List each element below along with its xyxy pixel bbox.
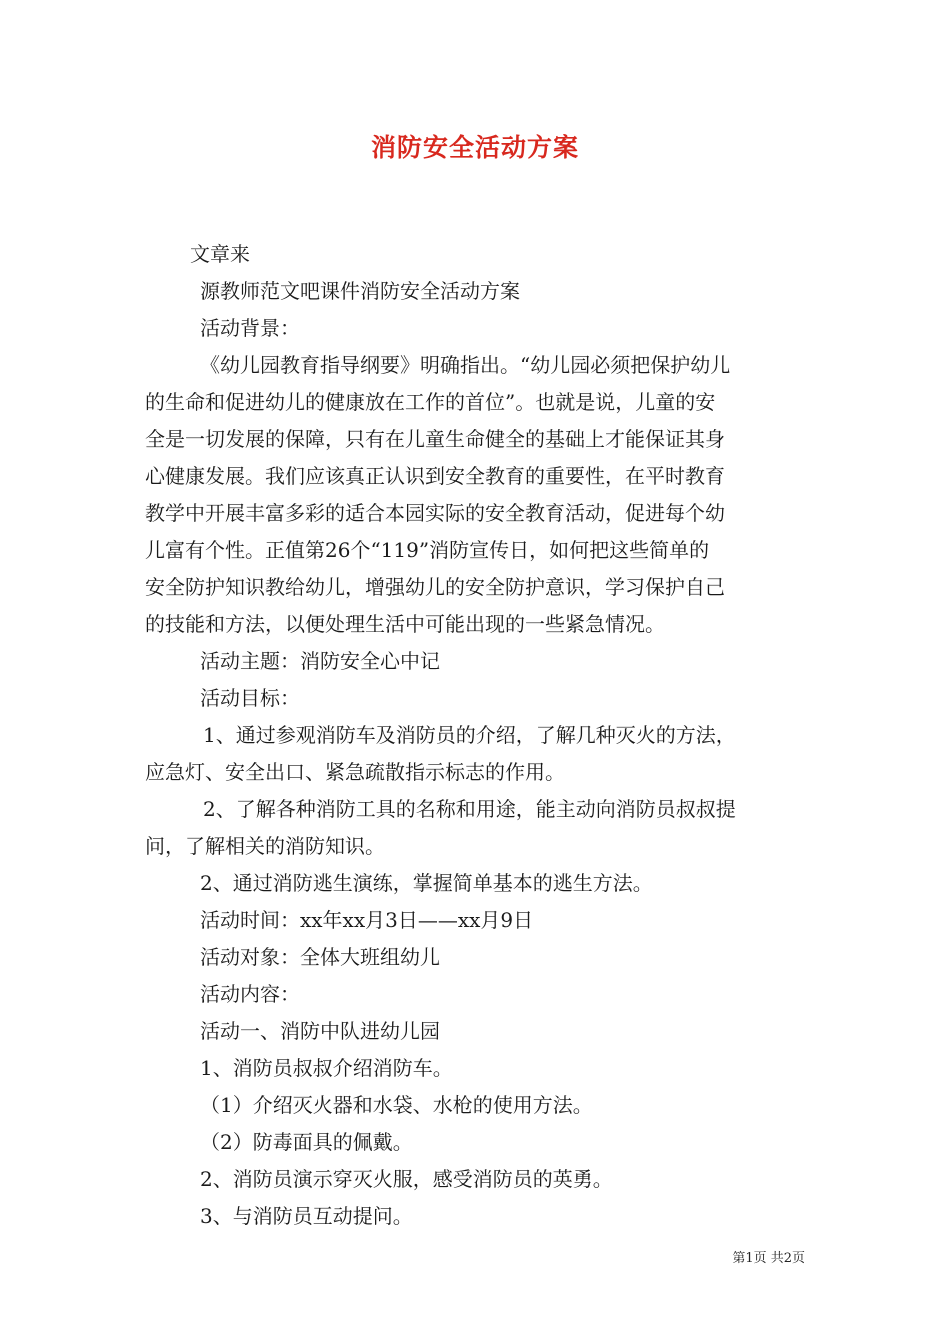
- text-line: 1、消防员叔叔介绍消防车。: [200, 1056, 453, 1080]
- text-line: 应急灯、安全出口、紧急疏散指示标志的作用。: [145, 760, 565, 784]
- text-line: 源教师范文吧课件消防安全活动方案: [200, 279, 520, 303]
- text-line: （2）防毒面具的佩戴。: [200, 1130, 413, 1154]
- text-line: 2、了解各种消防工具的名称和用途，能主动向消防员叔叔提: [203, 797, 736, 821]
- text-line: 心健康发展。我们应该真正认识到安全教育的重要性，在平时教育: [145, 464, 725, 488]
- text-line: 3、与消防员互动提问。: [200, 1204, 413, 1228]
- text-line: 活动内容：: [200, 982, 300, 1006]
- text-line: 儿富有个性。正值第26个“119”消防宣传日，如何把这些简单的: [145, 538, 710, 562]
- text-line: 活动一、消防中队进幼儿园: [200, 1019, 440, 1043]
- text-line: 活动时间：xx年xx月3日——xx月9日: [200, 908, 534, 932]
- text-line: 1、通过参观消防车及消防员的介绍，了解几种灭火的方法，: [203, 723, 736, 747]
- text-line: 活动主题：消防安全心中记: [200, 649, 440, 673]
- document-title: 消防安全活动方案: [370, 133, 579, 162]
- text-line: 活动对象：全体大班组幼儿: [200, 945, 440, 969]
- page-number: 第1页 共2页: [732, 1251, 805, 1266]
- text-line: 2、消防员演示穿灭火服，感受消防员的英勇。: [200, 1167, 613, 1191]
- text-line: 教学中开展丰富多彩的适合本园实际的安全教育活动，促进每个幼: [145, 501, 725, 525]
- text-line: 问，了解相关的消防知识。: [145, 834, 385, 858]
- text-line: 文章来: [190, 242, 250, 266]
- text-line: 《幼儿园教育指导纲要》明确指出。“幼儿园必须把保护幼儿: [200, 353, 731, 377]
- text-line: 的生命和促进幼儿的健康放在工作的首位”。也就是说，儿童的安: [145, 390, 716, 414]
- text-line: 的技能和方法，以便处理生活中可能出现的一些紧急情况。: [145, 612, 665, 636]
- text-line: 活动目标：: [200, 686, 300, 710]
- document-body: [145, 236, 810, 1235]
- text-line: 全是一切发展的保障，只有在儿童生命健全的基础上才能保证其身: [145, 427, 725, 451]
- text-line: 活动背景：: [200, 316, 300, 340]
- text-line: 2、通过消防逃生演练，掌握简单基本的逃生方法。: [200, 871, 653, 895]
- text-line: （1）介绍灭火器和水袋、水枪的使用方法。: [200, 1093, 593, 1117]
- text-line: 安全防护知识教给幼儿，增强幼儿的安全防护意识，学习保护自己: [145, 575, 725, 599]
